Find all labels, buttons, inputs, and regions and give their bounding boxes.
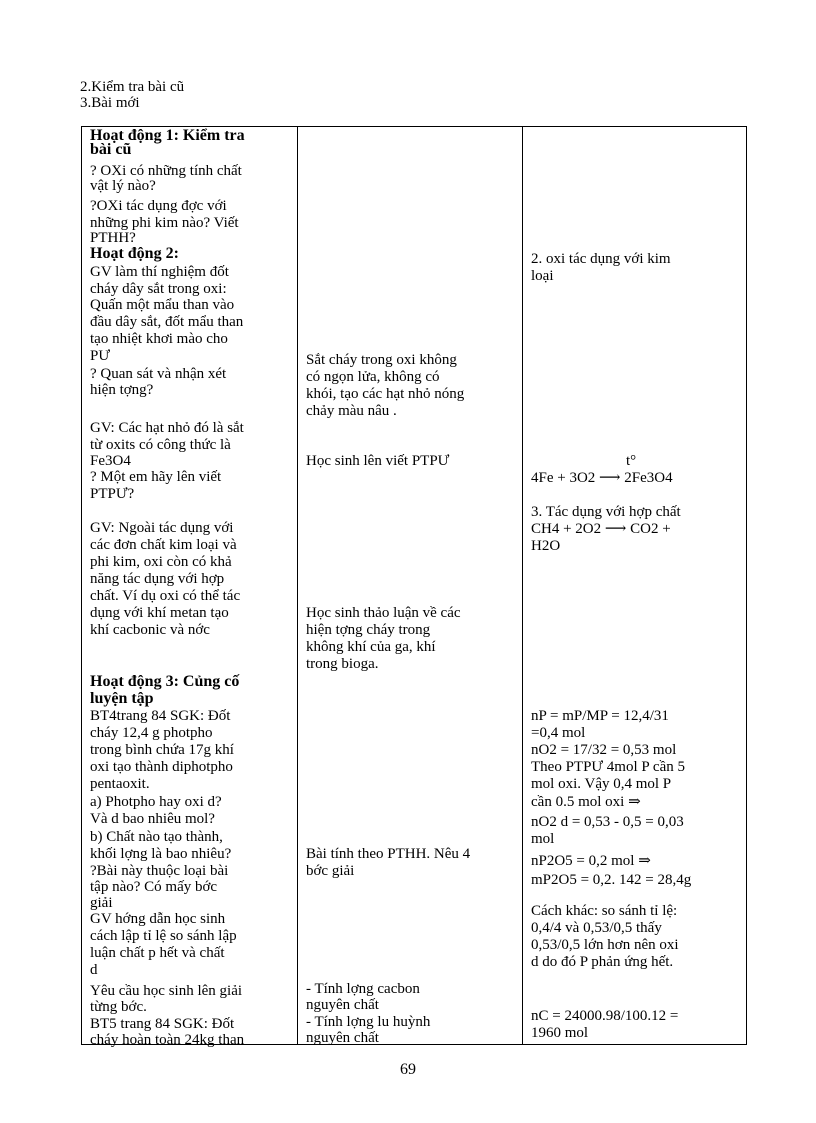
section-heading-review: 2.Kiểm tra bài cũ [80, 79, 185, 95]
col3-text: t° [626, 453, 637, 469]
col1-text: GV hớng dẫn học sinh [90, 911, 226, 927]
col1-text: GV: Ngoài tác dụng với [90, 520, 234, 536]
col1-text: khối lợng là bao nhiêu? [90, 846, 232, 862]
col3-text: 3. Tác dụng với hợp chất [531, 504, 681, 520]
activity-2-title: Hoạt động 2: [90, 245, 179, 262]
col1-text: PƯ [90, 348, 110, 364]
column-divider [522, 127, 523, 1044]
col1-text: Fe3O4 [90, 453, 131, 469]
col2-text: chảy màu nâu . [306, 403, 397, 419]
lesson-table [81, 126, 747, 1048]
col1-text: giải [90, 895, 113, 911]
page-number: 69 [400, 1061, 416, 1078]
col2-text: nguyên chất [306, 1030, 379, 1046]
col1-text: oxi tạo thành diphotpho [90, 759, 233, 775]
col3-text: nO2 d = 0,53 - 0,5 = 0,03 [531, 814, 684, 830]
col1-text: trong bình chứa 17g khí [90, 742, 234, 758]
col2-text: khói, tạo các hạt nhỏ nóng [306, 386, 465, 402]
col1-text: ? Quan sát và nhận xét [90, 366, 227, 382]
col3-equation: CH4 + 2O2 ⟶ CO2 + [531, 521, 671, 537]
col3-text: loại [531, 268, 554, 284]
col2-text: hiện tợng cháy trong [306, 622, 431, 638]
col2-text: Bài tính theo PTHH. Nêu 4 [306, 846, 471, 862]
col1-text: chất. Ví dụ oxi có thể tác [90, 588, 241, 604]
col3-equation: 4Fe + 3O2 ⟶ 2Fe3O4 [531, 470, 673, 486]
col1-text: khí cacbonic và nớc [90, 622, 210, 638]
col3-text: 0,4/4 và 0,53/0,5 thấy [531, 920, 662, 936]
col1-text: đầu dây sắt, đốt mẩu than [90, 314, 244, 330]
col1-text: luận chất p hết và chất [90, 945, 225, 961]
col1-text: các đơn chất kim loại và [90, 537, 237, 553]
col1-text: cháy dây sắt trong oxi: [90, 281, 227, 297]
col3-text: nP = mP/MP = 12,4/31 [531, 708, 669, 724]
activity-3-title: luyện tập [90, 690, 154, 707]
col3-text: 2. oxi tác dụng với kim [531, 251, 671, 267]
col1-text: vật lý nào? [90, 178, 156, 194]
col1-text: GV làm thí nghiệm đốt [90, 264, 229, 280]
col1-text: phi kim, oxi còn có khả [90, 554, 232, 570]
col3-text: 1960 mol [531, 1025, 589, 1041]
col1-text: b) Chất nào tạo thành, [90, 829, 223, 845]
section-heading-new-lesson: 3.Bài mới [80, 95, 140, 111]
activity-1-title: bài cũ [90, 141, 132, 158]
col1-text: dụng với khí metan tạo [90, 605, 229, 621]
col2-text: - Tính lợng lu huỳnh [306, 1014, 431, 1030]
col1-text: hiện tợng? [90, 382, 154, 398]
col1-text: a) Photpho hay oxi d? [90, 794, 222, 810]
activity-3-title: Hoạt động 3: Củng cố [90, 673, 240, 690]
col3-text: nO2 = 17/32 = 0,53 mol [531, 742, 677, 758]
col2-text: - Tính lợng cacbon [306, 981, 420, 997]
activity-1-title: Hoạt động 1: Kiểm tra [90, 127, 245, 144]
col3-text: mP2O5 = 0,2. 142 = 28,4g [531, 872, 692, 888]
col2-text: không khí của ga, khí [306, 639, 436, 655]
col1-text: cháy hoàn toàn 24kg than [90, 1032, 245, 1048]
col1-text: BT4trang 84 SGK: Đốt [90, 708, 231, 724]
col3-text: =0,4 mol [531, 725, 586, 741]
col2-text: Học sinh thảo luận về các [306, 605, 461, 621]
col2-text: Sắt cháy trong oxi không [306, 352, 457, 368]
col1-text: cách lập tỉ lệ so sánh lập [90, 928, 237, 944]
col3-text: d do đó P phản ứng hết. [531, 954, 674, 970]
col1-text: từng bớc. [90, 999, 147, 1015]
col1-text: Quấn một mẩu than vào [90, 297, 235, 313]
col1-text: ? Một em hãy lên viết [90, 469, 222, 485]
col1-text: ? OXi có những tính chất [90, 163, 242, 179]
col1-text: ?Bài này thuộc loại bài [90, 863, 229, 879]
col2-text: nguyên chất [306, 997, 379, 1013]
col3-text: H2O [531, 538, 561, 554]
col1-text: PTHH? [90, 230, 136, 246]
col2-text: có ngọn lửa, không có [306, 369, 440, 385]
col1-text: năng tác dụng với hợp [90, 571, 225, 587]
col2-text: Học sinh lên viết PTPƯ [306, 453, 450, 469]
col3-text: cần 0.5 mol oxi ⇒ [531, 794, 641, 810]
col1-text: d [90, 962, 98, 978]
col2-text: bớc giải [306, 863, 355, 879]
col1-text: tạo nhiệt khơi mào cho [90, 331, 228, 347]
col3-text: nP2O5 = 0,2 mol ⇒ [531, 853, 651, 869]
col1-text: PTPƯ? [90, 486, 135, 502]
column-divider [297, 127, 298, 1044]
col3-text: mol oxi. Vậy 0,4 mol P [531, 776, 672, 792]
col1-text: Và d bao nhiêu mol? [90, 811, 215, 827]
col3-text: Theo PTPƯ 4mol P cần 5 [531, 759, 685, 775]
col1-text: GV: Các hạt nhỏ đó là sắt [90, 420, 244, 436]
col1-text: những phi kim nào? Viết [90, 215, 239, 231]
col1-text: cháy 12,4 g photpho [90, 725, 213, 741]
col3-text: Cách khác: so sánh tỉ lệ: [531, 903, 678, 919]
col1-text: pentaoxit. [90, 776, 150, 792]
col1-text: Yêu cầu học sinh lên giải [90, 983, 243, 999]
col1-text: từ oxits có công thức là [90, 437, 231, 453]
col3-text: mol [531, 831, 555, 847]
col3-text: 0,53/0,5 lớn hơn nên oxi [531, 937, 679, 953]
col1-text: tập nào? Có mấy bớc [90, 879, 218, 895]
col1-text: ?OXi tác dụng đợc với [90, 198, 227, 214]
col1-text: BT5 trang 84 SGK: Đốt [90, 1016, 235, 1032]
col2-text: trong bioga. [306, 656, 379, 672]
col3-text: nC = 24000.98/100.12 = [531, 1008, 679, 1024]
